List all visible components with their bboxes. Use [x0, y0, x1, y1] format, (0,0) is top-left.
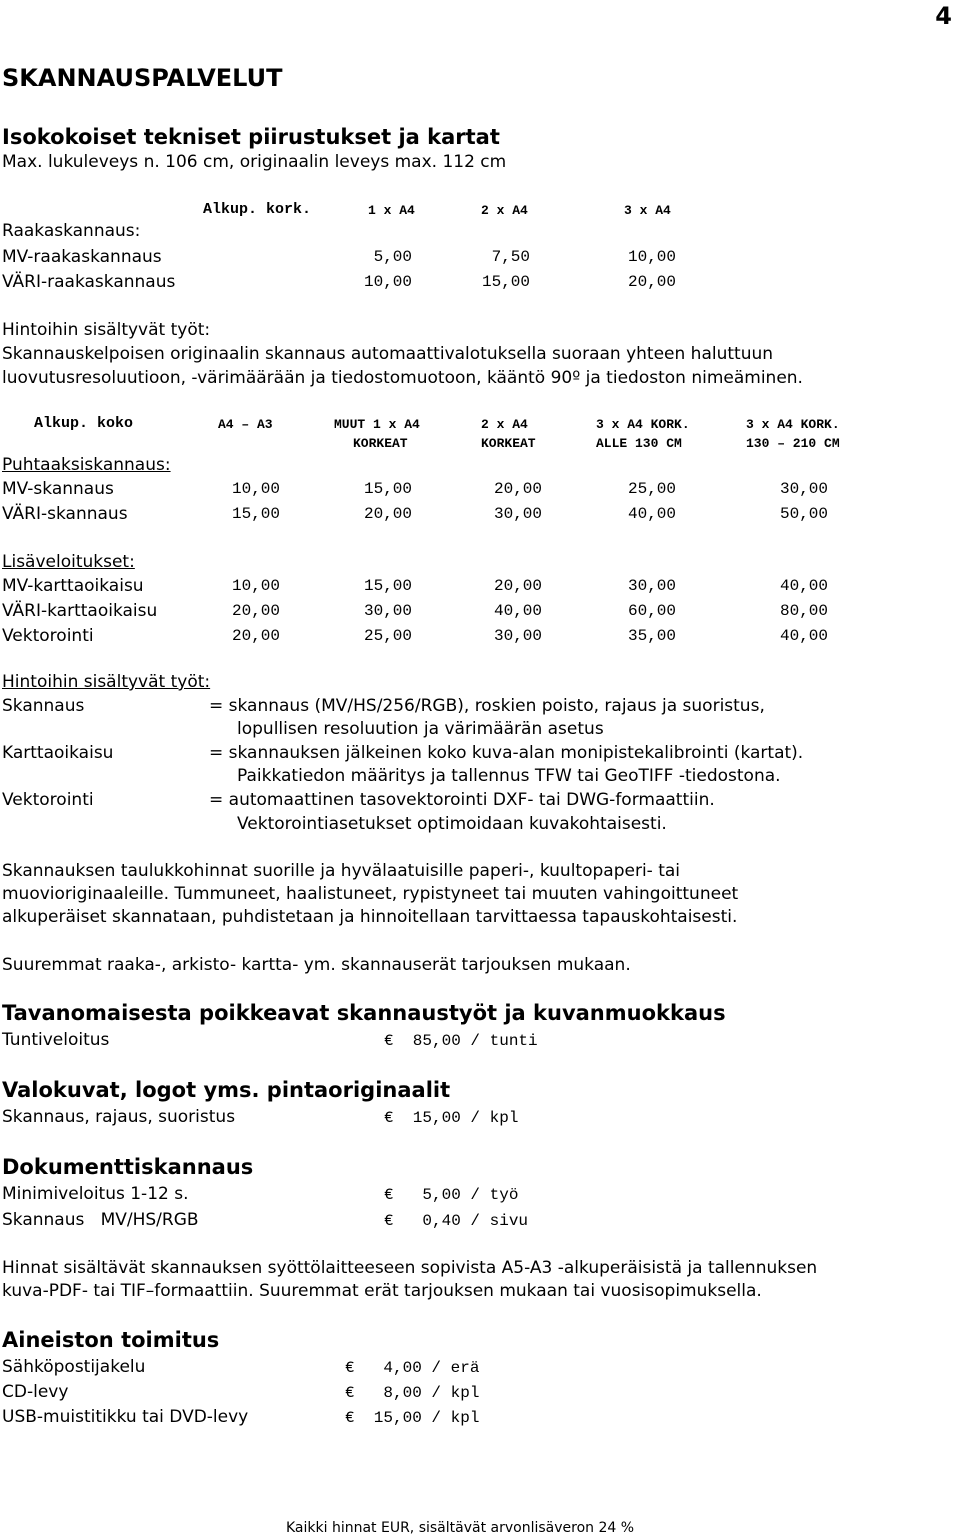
service-price: € 15,00 / kpl: [384, 1109, 519, 1127]
definition-term: Skannaus: [2, 696, 85, 716]
service-label: Skannaus, rajaus, suoristus: [2, 1107, 236, 1127]
price-cell: 50,00: [779, 505, 828, 523]
row-label: VÄRI-skannaus: [2, 504, 128, 524]
included-work-heading: Hintoihin sisältyvät työt:: [2, 320, 211, 340]
section-heading-large-drawings: Isokokoiset tekniset piirustukset ja kartat: [2, 125, 500, 149]
section-heading-photos: Valokuvat, logot yms. pintaoriginaalit: [2, 1078, 451, 1102]
definition-term: Vektorointi: [2, 790, 94, 810]
col-header-2xa4: 2 x A4: [481, 203, 528, 218]
price-cell: 30,00: [493, 505, 542, 523]
definition-term: Karttaoikaisu: [2, 743, 114, 763]
row-label: MV-karttaoikaisu: [2, 576, 144, 596]
section-subtitle: Max. lukuleveys n. 106 cm, originaalin leveys max. 112 cm: [2, 152, 507, 172]
footer-note: Kaikki hinnat EUR, sisältävät arvonlisäveron 24 %: [286, 1520, 635, 1536]
page-title: SKANNAUSPALVELUT: [2, 64, 283, 92]
col-header: MUUT 1 x A4: [334, 417, 420, 432]
group-label-clean-scan: Puhtaaksiskannaus:: [2, 455, 171, 475]
page-number: 4: [935, 2, 952, 30]
price-cell: 80,00: [779, 602, 828, 620]
col-subheader: KORKEAT: [481, 436, 536, 451]
row-label: VÄRI-karttaoikaisu: [2, 601, 158, 621]
price-cell: 10,00: [231, 480, 280, 498]
definition-text: Vektorointiasetukset optimoidaan kuvakohtaisesti.: [237, 814, 667, 834]
row-label: MV-skannaus: [2, 479, 114, 499]
group-label-extra-charges: Lisäveloitukset:: [2, 552, 135, 572]
price-cell: 5,00: [373, 248, 412, 266]
service-label: Skannaus MV/HS/RGB: [2, 1210, 199, 1230]
price-cell: 30,00: [627, 577, 676, 595]
price-cell: 15,00: [481, 273, 530, 291]
price-cell: 20,00: [627, 273, 676, 291]
paragraph-line: Suuremmat raaka-, arkisto- kartta- ym. skannauserät tarjouksen mukaan.: [2, 955, 631, 975]
col-header: 2 x A4: [481, 417, 528, 432]
price-cell: 60,00: [627, 602, 676, 620]
price-cell: 35,00: [627, 627, 676, 645]
price-cell: 30,00: [493, 627, 542, 645]
row-label: VÄRI-raakaskannaus: [2, 272, 176, 292]
service-label: USB-muistitikku tai DVD-levy: [2, 1407, 249, 1427]
paragraph-line: Skannauksen taulukkohinnat suorille ja hyvälaatuisille paperi-, kuultopaperi- tai: [2, 861, 681, 881]
service-price: € 85,00 / tunti: [384, 1032, 538, 1050]
row-label: Vektorointi: [2, 626, 94, 646]
definition-text: = skannaus (MV/HS/256/RGB), roskien poisto, rajaus ja suoristus,: [209, 696, 765, 716]
section-heading-documents: Dokumenttiskannaus: [2, 1155, 254, 1179]
paragraph-line: kuva-PDF- tai TIF–formaattiin. Suuremmat erät tarjouksen mukaan tai vuosisopimuksella.: [2, 1281, 762, 1301]
price-cell: 30,00: [363, 602, 412, 620]
price-cell: 40,00: [779, 627, 828, 645]
price-cell: 10,00: [627, 248, 676, 266]
service-price: € 4,00 / erä: [345, 1359, 480, 1377]
paragraph-line: muovioriginaaleille. Tummuneet, haalistuneet, rypistyneet tai muuten vahingoittuneet: [2, 884, 739, 904]
service-label: Sähköpostijakelu: [2, 1357, 146, 1377]
price-cell: 30,00: [779, 480, 828, 498]
included-work-text: luovutusresoluutioon, -värimäärään ja tiedostomuotoon, kääntö 90º ja tiedoston nimeäminen.: [2, 368, 803, 388]
service-label: Tuntiveloitus: [2, 1030, 110, 1050]
section-heading-special: Tavanomaisesta poikkeavat skannaustyöt ja kuvanmuokkaus: [2, 1001, 726, 1025]
price-cell: 15,00: [363, 480, 412, 498]
service-price: € 15,00 / kpl: [345, 1409, 480, 1427]
col-header: A4 – A3: [218, 417, 273, 432]
group-label-raw-scan: Raakaskannaus:: [2, 221, 141, 241]
included-work-heading: Hintoihin sisältyvät työt:: [2, 672, 211, 692]
col-header-orig-size: Alkup. koko: [34, 415, 134, 432]
price-cell: 40,00: [493, 602, 542, 620]
price-cell: 7,50: [491, 248, 530, 266]
price-cell: 25,00: [363, 627, 412, 645]
definition-text: lopullisen resoluution ja värimäärän asetus: [237, 719, 604, 739]
col-header-orig-height: Alkup. kork.: [203, 201, 312, 218]
price-cell: 15,00: [231, 505, 280, 523]
col-header-1xa4: 1 x A4: [368, 203, 415, 218]
definition-text: = skannauksen jälkeinen koko kuva-alan monipistekalibrointi (kartat).: [209, 743, 804, 763]
price-cell: 40,00: [779, 577, 828, 595]
price-cell: 10,00: [231, 577, 280, 595]
price-cell: 20,00: [231, 627, 280, 645]
price-cell: 25,00: [627, 480, 676, 498]
col-subheader: 130 – 210 CM: [746, 436, 840, 451]
service-price: € 0,40 / sivu: [384, 1212, 529, 1230]
price-cell: 20,00: [363, 505, 412, 523]
price-cell: 10,00: [363, 273, 412, 291]
included-work-text: Skannauskelpoisen originaalin skannaus automaattivalotuksella suoraan yhteen haluttuun: [2, 344, 774, 364]
price-cell: 15,00: [363, 577, 412, 595]
service-price: € 5,00 / työ: [384, 1186, 519, 1204]
row-label: MV-raakaskannaus: [2, 247, 162, 267]
col-subheader: ALLE 130 CM: [596, 436, 682, 451]
service-price: € 8,00 / kpl: [345, 1384, 480, 1402]
price-cell: 20,00: [493, 480, 542, 498]
price-cell: 20,00: [493, 577, 542, 595]
price-cell: 20,00: [231, 602, 280, 620]
definition-text: Paikkatiedon määritys ja tallennus TFW tai GeoTIFF -tiedostona.: [237, 766, 781, 786]
section-heading-delivery: Aineiston toimitus: [2, 1328, 220, 1352]
col-subheader: KORKEAT: [353, 436, 408, 451]
service-label: Minimiveloitus 1-12 s.: [2, 1184, 189, 1204]
paragraph-line: Hinnat sisältävät skannauksen syöttölaitteeseen sopivista A5-A3 -alkuperäisistä ja tallennuksen: [2, 1258, 818, 1278]
price-cell: 40,00: [627, 505, 676, 523]
col-header-3xa4: 3 x A4: [624, 203, 671, 218]
service-label: CD-levy: [2, 1382, 69, 1402]
col-header: 3 x A4 KORK.: [596, 417, 690, 432]
col-header: 3 x A4 KORK.: [746, 417, 840, 432]
paragraph-line: alkuperäiset skannataan, puhdistetaan ja hinnoitellaan tarvittaessa tapauskohtaisesti.: [2, 907, 738, 927]
definition-text: = automaattinen tasovektorointi DXF- tai DWG-formaattiin.: [209, 790, 715, 810]
